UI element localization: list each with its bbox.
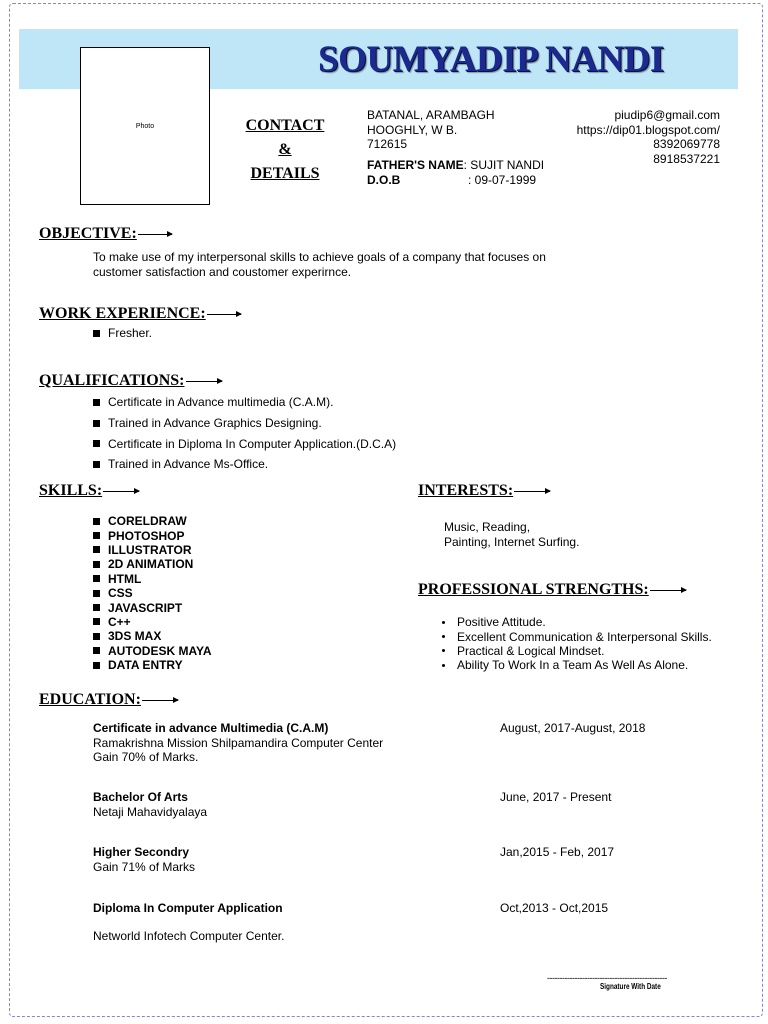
skills-heading: [39, 482, 139, 500]
square-bullet-icon: [93, 546, 100, 553]
education-entry: [93, 901, 284, 943]
square-bullet-icon: [93, 518, 100, 525]
education-title: Certificate in advance Multimedia (C.A.M): [93, 721, 329, 735]
square-bullet-icon: [93, 604, 100, 611]
bullet-icon: [442, 621, 445, 624]
list-item: HTML: [93, 572, 212, 586]
strengths-heading: [418, 581, 686, 599]
list-item: DATA ENTRY: [93, 658, 212, 672]
list-item: Positive Attitude.: [440, 615, 712, 629]
square-bullet-icon: [93, 590, 100, 597]
bullet-icon: [442, 649, 445, 652]
list-item: PHOTOSHOP: [93, 528, 212, 542]
list-item: Certificate in Diploma In Computer Application.(D.C.A): [93, 433, 396, 454]
photo-label: Photo: [135, 123, 155, 130]
education-entry: [93, 790, 207, 819]
qualifications-list: [93, 392, 396, 475]
list-item: Ability To Work In a Team As Well As Alone.: [440, 658, 712, 672]
square-bullet-icon: [93, 330, 100, 337]
email-link[interactable]: piudip6@gmail.com: [614, 108, 720, 122]
website-link[interactable]: https://dip01.blogspot.com/: [576, 122, 720, 137]
interests-line: Painting, Internet Surfing.: [444, 534, 580, 549]
arrow-icon: [103, 491, 139, 492]
father-name-label: FATHER'S NAME: [367, 158, 464, 172]
square-bullet-icon: [93, 399, 100, 406]
arrow-icon: [207, 314, 241, 315]
arrow-icon: [142, 700, 178, 701]
square-bullet-icon: [93, 618, 100, 625]
work-experience-heading: [39, 305, 241, 323]
signature-line: ------------------------------------------------: [547, 973, 667, 983]
education-detail: Gain 71% of Marks: [93, 859, 196, 874]
strengths-heading-text: PROFESSIONAL STRENGTHS:: [418, 581, 649, 598]
education-entry: [93, 721, 383, 765]
education-detail: Ramakrishna Mission Shilpamandira Computer Center: [93, 735, 384, 750]
address-line: BATANAL, ARAMBAGH: [367, 108, 495, 122]
list-item: Certificate in Advance multimedia (C.A.M).: [93, 392, 396, 413]
dob-label: D.O.B: [367, 172, 401, 187]
education-date: June, 2017 - Present: [500, 790, 612, 804]
objective-text: [93, 250, 546, 279]
interests-text: [444, 520, 579, 549]
square-bullet-icon: [93, 461, 100, 468]
skills-heading-text: SKILLS:: [39, 482, 103, 499]
phone-number: 8918537221: [653, 151, 720, 166]
education-title: Higher Secondry: [93, 845, 190, 859]
work-experience-list: [93, 325, 152, 341]
education-heading: [39, 691, 178, 709]
phone-number: 8392069778: [653, 137, 720, 151]
address-line: HOOGHLY, W B.: [367, 122, 458, 137]
square-bullet-icon: [93, 420, 100, 427]
list-item: Fresher.: [93, 325, 152, 341]
dob-value: : 09-07-1999: [468, 173, 537, 187]
list-item: ILLUSTRATOR: [93, 543, 212, 557]
signature-label: Signature With Date: [600, 982, 661, 991]
education-date: Jan,2015 - Feb, 2017: [500, 845, 615, 859]
education-entry: [93, 845, 195, 874]
education-date: August, 2017-August, 2018: [500, 721, 646, 735]
list-item: JAVASCRIPT: [93, 600, 212, 614]
interests-heading-text: INTERESTS:: [418, 482, 514, 499]
photo-placeholder: [80, 47, 210, 205]
qualifications-heading: [39, 372, 222, 390]
objective-heading-text: OBJECTIVE:: [39, 225, 137, 242]
objective-line: To make use of my interpersonal skills to achieve goals of a company that focuses on: [93, 250, 546, 264]
list-item: CSS: [93, 586, 212, 600]
objective-line: customer satisfaction and coustomer experirnce.: [93, 264, 352, 279]
contact-heading-line-2: &: [278, 141, 292, 158]
bullet-icon: [442, 635, 445, 638]
list-item: C++: [93, 615, 212, 629]
arrow-icon: [514, 491, 550, 492]
address-line: 712615: [367, 137, 408, 151]
education-detail: Gain 70% of Marks.: [93, 750, 199, 764]
arrow-icon: [138, 234, 172, 235]
list-item: Practical & Logical Mindset.: [440, 644, 712, 658]
interests-line: Music, Reading,: [444, 520, 531, 534]
strengths-list: [440, 615, 712, 673]
square-bullet-icon: [93, 532, 100, 539]
contact-info: [577, 108, 720, 166]
bullet-icon: [442, 664, 445, 667]
interests-heading: [418, 482, 550, 500]
square-bullet-icon: [93, 561, 100, 568]
education-title: Diploma In Computer Application: [93, 901, 283, 915]
education-date: Oct,2013 - Oct,2015: [500, 901, 609, 915]
skills-list: [93, 514, 212, 672]
qualifications-heading-text: QUALIFICATIONS:: [39, 372, 185, 389]
list-item: Trained in Advance Ms-Office.: [93, 454, 396, 475]
arrow-icon: [186, 381, 222, 382]
list-item: Excellent Communication & Interpersonal Skills.: [440, 629, 712, 643]
list-item: CORELDRAW: [93, 514, 212, 528]
contact-heading-line-1: CONTACT: [245, 117, 325, 134]
list-item: AUTODESK MAYA: [93, 644, 212, 658]
education-detail: Netaji Mahavidyalaya: [93, 804, 208, 819]
contact-heading-line-3: DETAILS: [250, 165, 320, 182]
education-heading-text: EDUCATION:: [39, 691, 141, 708]
father-name-value: : SUJIT NANDI: [463, 158, 545, 172]
square-bullet-icon: [93, 633, 100, 640]
address: [367, 108, 495, 152]
work-experience-heading-text: WORK EXPERIENCE:: [39, 305, 206, 322]
list-item: 2D ANIMATION: [93, 557, 212, 571]
objective-heading: [39, 225, 172, 243]
square-bullet-icon: [93, 575, 100, 582]
square-bullet-icon: [93, 440, 100, 447]
arrow-icon: [650, 590, 686, 591]
square-bullet-icon: [93, 662, 100, 669]
candidate-name: SOUMYADIP NANDI: [318, 39, 664, 80]
square-bullet-icon: [93, 647, 100, 654]
contact-heading: [236, 114, 334, 186]
education-title: Bachelor Of Arts: [93, 790, 188, 804]
list-item: Trained in Advance Graphics Designing.: [93, 413, 396, 434]
list-item: 3DS MAX: [93, 629, 212, 643]
education-detail: Networld Infotech Computer Center.: [93, 928, 285, 943]
